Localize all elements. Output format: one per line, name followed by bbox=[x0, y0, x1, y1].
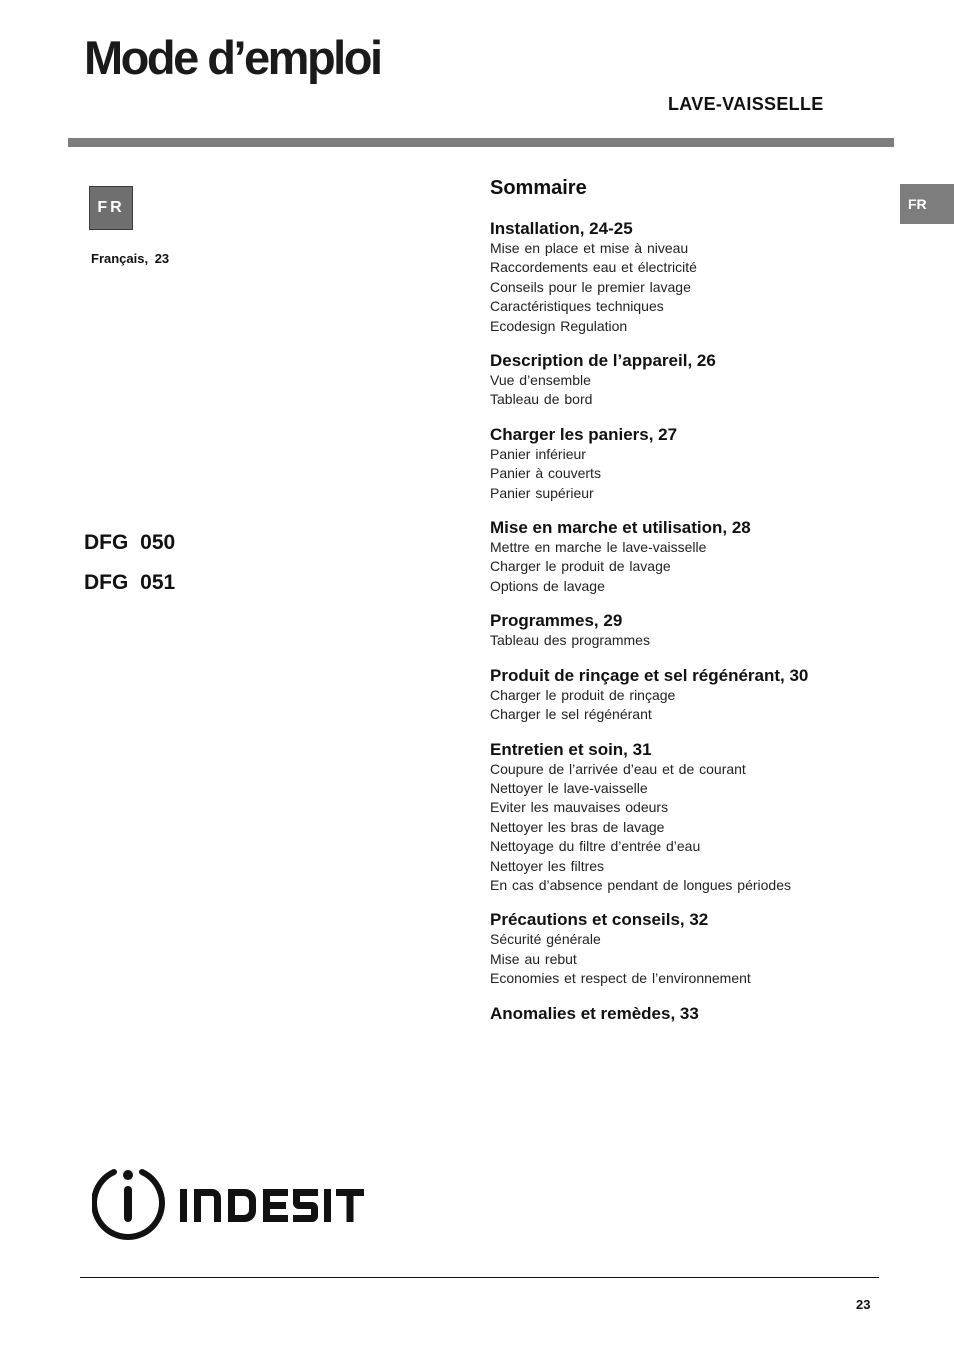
indesit-logo bbox=[92, 1164, 367, 1247]
toc-section-item: Raccordements eau et électricité bbox=[490, 259, 697, 276]
toc-section-heading: Anomalies et remèdes, 33 bbox=[490, 1003, 699, 1023]
toc-section-heading: Programmes, 29 bbox=[490, 611, 623, 631]
toc-section-item: Nettoyer les bras de lavage bbox=[490, 818, 665, 835]
model-name: DFG 051 bbox=[84, 571, 176, 594]
toc-section bbox=[490, 665, 890, 725]
toc-section-item: Panier inférieur bbox=[490, 445, 586, 462]
toc-section bbox=[490, 350, 890, 410]
toc-title: Sommaire bbox=[490, 177, 587, 199]
toc-section-item: Caractéristiques techniques bbox=[490, 298, 664, 315]
toc-section-heading: Charger les paniers, 27 bbox=[490, 424, 678, 444]
toc-section-item: Nettoyer les filtres bbox=[490, 857, 605, 874]
toc-section bbox=[490, 424, 890, 503]
language-badge: FR bbox=[89, 186, 133, 230]
page-title: Mode d’emploi bbox=[84, 31, 381, 84]
toc-section-item: Mise au rebut bbox=[490, 950, 577, 967]
page-number: 23 bbox=[856, 1297, 871, 1312]
toc-section-item: Eviter les mauvaises odeurs bbox=[490, 799, 669, 816]
toc-section-heading: Précautions et conseils, 32 bbox=[490, 910, 709, 930]
toc-section-item: Ecodesign Regulation bbox=[490, 317, 628, 334]
toc-section-item: Tableau des programmes bbox=[490, 632, 650, 649]
model-name: DFG 050 bbox=[84, 531, 176, 554]
toc-section-item: Sécurité générale bbox=[490, 931, 601, 948]
toc-section-item: En cas d’absence pendant de longues périodes bbox=[490, 876, 791, 893]
toc-section-item: Economies et respect de l’environnement bbox=[490, 970, 751, 987]
toc-section-item: Panier supérieur bbox=[490, 484, 594, 501]
model-list bbox=[84, 529, 175, 609]
toc-section-item: Charger le produit de lavage bbox=[490, 558, 671, 575]
toc-section-heading: Entretien et soin, 31 bbox=[490, 739, 652, 759]
toc-section bbox=[490, 1003, 890, 1024]
toc-sections bbox=[490, 218, 890, 1024]
toc-section-item: Mise en place et mise à niveau bbox=[490, 240, 689, 256]
toc-section-item: Coupure de l’arrivée d’eau et de courant bbox=[490, 760, 746, 777]
toc-section-item: Charger le produit de rinçage bbox=[490, 686, 676, 703]
toc-section-item: Options de lavage bbox=[490, 577, 605, 594]
toc-section-item: Tableau de bord bbox=[490, 391, 593, 408]
language-side-tab: FR bbox=[900, 184, 954, 224]
toc-section-heading: Mise en marche et utilisation, 28 bbox=[490, 518, 751, 538]
toc-section-item: Mettre en marche le lave-vaisselle bbox=[490, 539, 707, 556]
footer-rule bbox=[80, 1277, 879, 1278]
table-of-contents bbox=[490, 175, 890, 1038]
toc-section-item: Conseils pour le premier lavage bbox=[490, 278, 691, 295]
toc-section bbox=[490, 517, 890, 596]
toc-section-heading: Produit de rinçage et sel régénérant, 30 bbox=[490, 665, 809, 685]
product-subtitle: LAVE-VAISSELLE bbox=[668, 94, 824, 114]
toc-section-item: Nettoyage du filtre d’entrée d’eau bbox=[490, 838, 701, 855]
language-page-reference: Français, 23 bbox=[91, 251, 170, 266]
toc-section bbox=[490, 610, 890, 650]
toc-section bbox=[490, 218, 890, 336]
toc-section-item: Vue d’ensemble bbox=[490, 372, 591, 389]
toc-section-item: Nettoyer le lave-vaisselle bbox=[490, 779, 648, 796]
header-divider-bar bbox=[68, 138, 894, 147]
toc-section-item: Panier à couverts bbox=[490, 465, 601, 482]
toc-section bbox=[490, 739, 890, 896]
toc-section-heading: Description de l’appareil, 26 bbox=[490, 351, 716, 371]
toc-section bbox=[490, 909, 890, 988]
toc-section-item: Charger le sel régénérant bbox=[490, 706, 652, 723]
toc-section-heading: Installation, 24-25 bbox=[490, 219, 633, 238]
